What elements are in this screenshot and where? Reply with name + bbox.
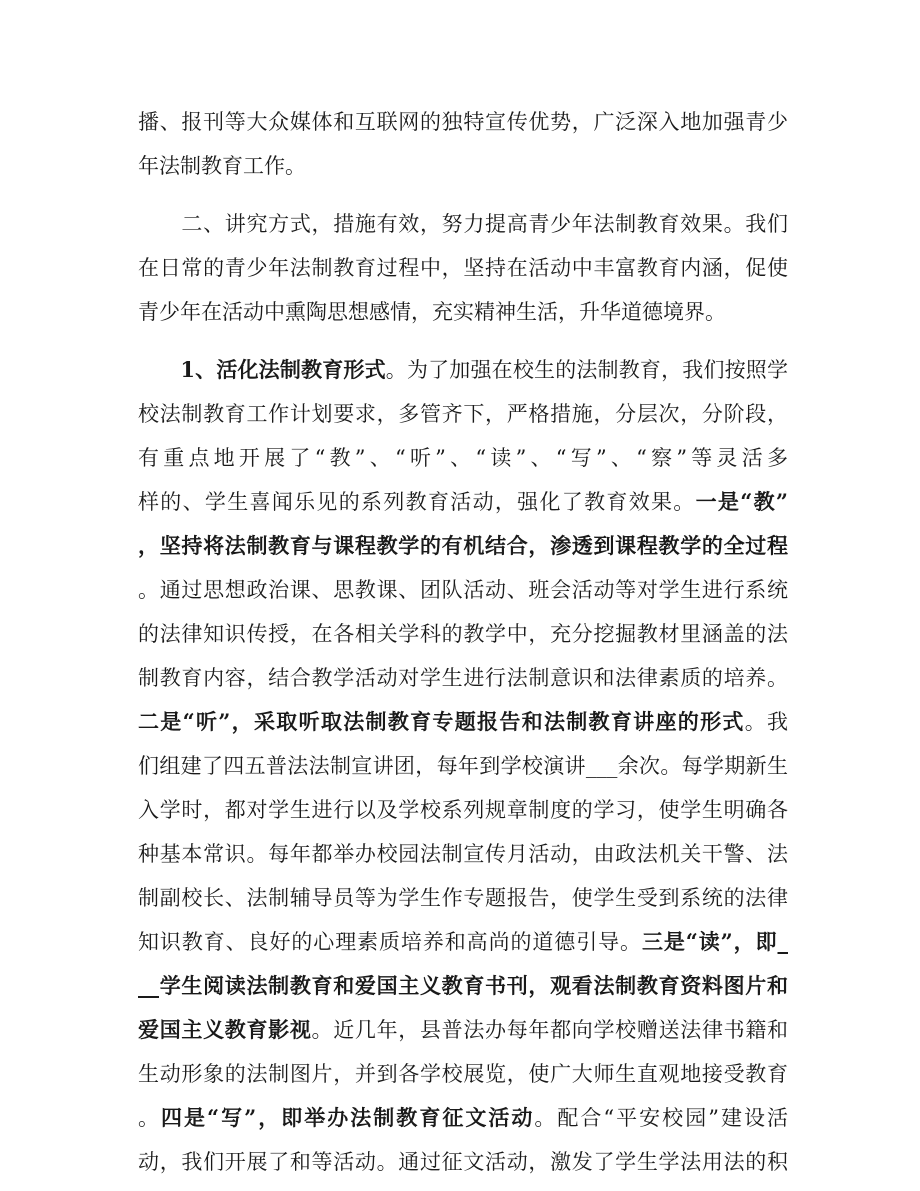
text-line: [138, 290, 788, 334]
text-line: [138, 832, 788, 876]
text-run-bold: 四是“写”，即举办法制教育征文活动: [161, 1105, 535, 1130]
text-run: 种基本常识。每年都举办校园法制宣传月活动，由政法机关干警、法: [138, 842, 788, 866]
text-run: 播、报刊等大众媒体和互联网的独特宣传优势，广泛深入地加强青少: [138, 110, 788, 134]
text-run: 动，我们开展了和等活动。通过征文活动，激发了学生学法用法的积: [138, 1150, 788, 1174]
text-line: [138, 1008, 788, 1052]
text-run: 制副校长、法制辅导员等为学生作专题报告，使学生受到系统的法律: [138, 886, 788, 910]
text-run-bold: ，坚持将法制教育与课程教学的有机结合，渗透到课程教学的全过程: [138, 533, 788, 558]
text-line: [138, 348, 788, 392]
text-run: 。: [138, 1106, 162, 1130]
text-run: 有重点地开展了“教”、“听”、“读”、“写”、“察”等灵活多: [138, 446, 788, 470]
text-line: [138, 568, 788, 612]
text-run: 知识教育、良好的心理素质培养和高尚的道德引导。: [138, 930, 642, 954]
text-line: [138, 144, 788, 188]
text-run: 年法制教育工作。: [138, 154, 306, 178]
text-run: 生动形象的法制图片，并到各学校展览，使广大师生直观地接受教育: [138, 1062, 788, 1086]
text-line: [138, 920, 788, 964]
text-run: 的法律知识传授，在各相关学科的教学中，充分挖掘教材里涵盖的法: [138, 622, 788, 646]
text-run: 们组建了四五普法法制宣讲团，每年到学校演讲___余次。每学期新生: [138, 754, 788, 778]
text-line: [138, 964, 788, 1008]
text-line: [138, 100, 788, 144]
text-run: 青少年在活动中熏陶思想感情，充实精神生活，升华道德境界。: [138, 300, 726, 324]
text-line: [138, 392, 788, 436]
text-run: 入学时，都对学生进行以及学校系列规章制度的学习，使学生明确各: [138, 798, 788, 822]
text-run-bold: __学生阅读法制教育和爱国主义教育书刊，观看法制教育资料图片和: [138, 973, 788, 998]
text-line: [138, 436, 788, 480]
text-line: [138, 612, 788, 656]
text-run-bold: 三是“读”，即_: [641, 929, 788, 954]
text-run-bold: 二是“听”，采取听取法制教育专题报告和法制教育讲座的形式: [138, 709, 745, 734]
text-run: 样的、学生喜闻乐见的系列教育活动，强化了教育效果。: [138, 490, 696, 514]
text-line: [138, 876, 788, 920]
text-line: [138, 246, 788, 290]
text-run: 在日常的青少年法制教育过程中，坚持在活动中丰富教育内涵，促使: [138, 256, 788, 280]
text-run: 二、讲究方式，措施有效，努力提高青少年法制教育效果。我们: [138, 212, 788, 236]
text-run: 。我: [744, 710, 789, 734]
text-run: 。配合“平安校园”建设活: [534, 1106, 788, 1130]
text-run: 制教育内容，结合教学活动对学生进行法制意识和法律素质的培养。: [138, 666, 788, 690]
text-run: 。通过思想政治课、思教课、团队活动、班会活动等对学生进行系统: [138, 578, 788, 602]
text-run: 校法制教育工作计划要求，多管齐下，严格措施，分层次，分阶段，: [138, 402, 788, 426]
text-run-bold: 一是“教”: [695, 489, 788, 514]
text-run: 。近几年，县普法办每年都向学校赠送法律书籍和: [311, 1018, 789, 1042]
text-line: [138, 744, 788, 788]
text-line: [138, 480, 788, 524]
text-line: [138, 202, 788, 246]
text-run: 。为了加强在校生的法制教育，我们按照学: [385, 358, 788, 382]
text-line: [138, 1096, 788, 1140]
text-line: [138, 656, 788, 700]
document-body: [138, 100, 788, 1184]
text-line: [138, 700, 788, 744]
text-line: [138, 788, 788, 832]
text-run-bold: 1、活化法制教育形式: [138, 357, 386, 382]
text-line: [138, 1140, 788, 1184]
text-line: [138, 524, 788, 568]
text-run-bold: 爱国主义教育影视: [138, 1017, 312, 1042]
text-line: [138, 1052, 788, 1096]
